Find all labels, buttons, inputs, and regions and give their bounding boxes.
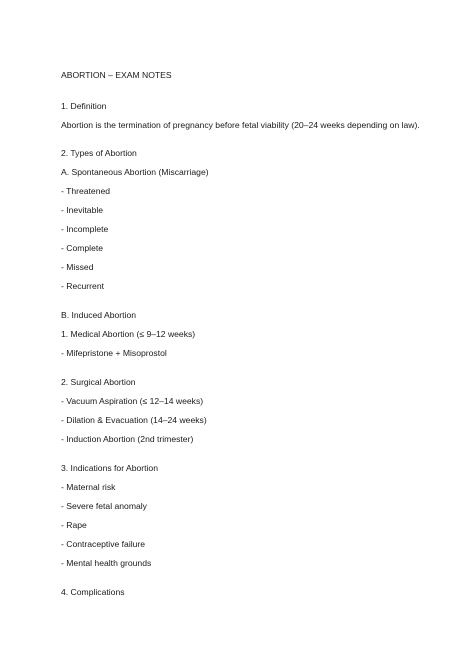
section-heading-complications: 4. Complications <box>61 587 125 597</box>
subheading-spontaneous: A. Spontaneous Abortion (Miscarriage) <box>61 167 209 177</box>
list-item: - Contraceptive failure <box>61 539 146 549</box>
list-item: - Severe fetal anomaly <box>61 501 147 511</box>
subheading-surgical: 2. Surgical Abortion <box>61 377 136 387</box>
list-item: - Incomplete <box>61 224 109 234</box>
list-item: - Mental health grounds <box>61 558 152 568</box>
section-heading-types: 2. Types of Abortion <box>61 148 137 158</box>
list-item: - Inevitable <box>61 205 104 215</box>
list-item: - Missed <box>61 262 94 272</box>
list-item: - Induction Abortion (2nd trimester) <box>61 434 194 444</box>
list-item: - Mifepristone + Misoprostol <box>61 348 167 358</box>
section-heading-indications: 3. Indications for Abortion <box>61 463 158 473</box>
list-item: - Recurrent <box>61 281 104 291</box>
list-item: - Rape <box>61 520 87 530</box>
list-item: - Vacuum Aspiration (≤ 12–14 weeks) <box>61 396 204 406</box>
list-item: - Maternal risk <box>61 482 116 492</box>
definition-text: Abortion is the termination of pregnancy before fetal viability (20–24 weeks depending on law). <box>61 120 420 130</box>
list-item: - Complete <box>61 243 104 253</box>
list-item: - Dilation & Evacuation (14–24 weeks) <box>61 415 207 425</box>
document-title: ABORTION – EXAM NOTES <box>61 70 172 80</box>
section-heading-definition: 1. Definition <box>61 101 107 111</box>
list-item: - Threatened <box>61 186 111 196</box>
subheading-induced: B. Induced Abortion <box>61 310 137 320</box>
subheading-medical: 1. Medical Abortion (≤ 9–12 weeks) <box>61 329 196 339</box>
